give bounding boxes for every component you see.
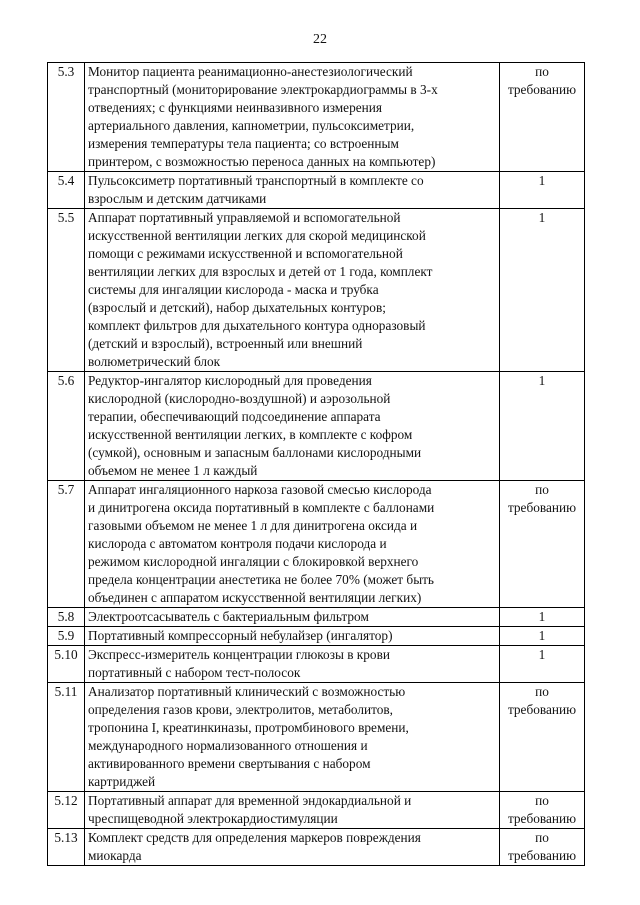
item-number: 5.11: [48, 683, 85, 792]
description-line: картриджей: [88, 774, 156, 789]
description-line: предела концентрации анестетика не более 70% (может быть: [88, 572, 434, 587]
quantity-line: 1: [538, 609, 546, 624]
page-number: 22: [313, 32, 327, 47]
item-quantity: [500, 63, 585, 172]
description-line: кислородной (кислородно-воздушной) и аэрозольной: [88, 391, 391, 406]
equipment-table: [47, 62, 585, 866]
item-quantity: [500, 209, 585, 372]
item-number: 5.3: [48, 63, 85, 172]
description-line: чреспищеводной электрокардиостимуляции: [88, 811, 338, 826]
quantity-line: по: [535, 64, 549, 79]
description-line: определения газов крови, электролитов, метаболитов,: [88, 702, 394, 717]
description-line: и динитрогена оксида портативный в комплекте с баллонами: [88, 500, 435, 515]
description-line: волюметрический блок: [88, 354, 221, 369]
description-line: газовыми объемом не менее 1 л для динитрогена оксида и: [88, 518, 418, 533]
item-description: [85, 481, 500, 608]
table-row: [48, 172, 585, 209]
description-line: отведениях; с функциями неинвазивного измерения: [88, 100, 382, 115]
description-line: объемом не менее 1 л каждый: [88, 463, 258, 478]
description-line: измерения температуры тела пациента; со встроенным: [88, 136, 399, 151]
quantity-line: 1: [538, 647, 546, 662]
table-row: [48, 646, 585, 683]
description-line: Аппарат ингаляционного наркоза газовой смесью кислорода: [88, 482, 432, 497]
description-line: Комплект средств для определения маркеров повреждения: [88, 830, 421, 845]
description-line: активированного времени свертывания с набором: [88, 756, 371, 771]
description-line: терапии, обеспечивающий подсоединение аппарата: [88, 409, 381, 424]
table-row: [48, 683, 585, 792]
description-line: Экспресс-измеритель концентрации глюкозы в крови: [88, 647, 390, 662]
item-quantity: [500, 646, 585, 683]
table-row: [48, 829, 585, 866]
table-row: [48, 608, 585, 627]
item-number: 5.10: [48, 646, 85, 683]
item-number: 5.4: [48, 172, 85, 209]
description-line: (взрослый и детский), набор дыхательных контуров;: [88, 300, 386, 315]
item-number: 5.9: [48, 627, 85, 646]
item-description: [85, 372, 500, 481]
description-line: режимом кислородной ингаляции с блокировкой верхнего: [88, 554, 419, 569]
description-line: портативный с набором тест-полосок: [88, 665, 301, 680]
item-quantity: [500, 683, 585, 792]
description-line: искусственной вентиляции легких, в комплекте с кофром: [88, 427, 413, 442]
item-quantity: [500, 627, 585, 646]
quantity-line: 1: [538, 628, 546, 643]
item-description: [85, 829, 500, 866]
description-line: Пульсоксиметр портативный транспортный в комплекте со: [88, 173, 424, 188]
item-quantity: [500, 372, 585, 481]
description-line: (сумкой), основным и запасным баллонами кислородными: [88, 445, 422, 460]
description-line: взрослым и детским датчиками: [88, 191, 267, 206]
description-line: международного нормализованного отношения и: [88, 738, 368, 753]
item-quantity: [500, 792, 585, 829]
description-line: искусственной вентиляции легких для скорой медицинской: [88, 228, 426, 243]
table-row: [48, 209, 585, 372]
equipment-table-body: [48, 63, 585, 866]
description-line: миокарда: [88, 848, 142, 863]
quantity-line: требованию: [507, 702, 577, 717]
table-row: [48, 627, 585, 646]
description-line: кислорода с автоматом контроля подачи кислорода и: [88, 536, 387, 551]
quantity-line: по: [535, 793, 549, 808]
description-line: Портативный аппарат для временной эндокардиальной и: [88, 793, 412, 808]
item-quantity: [500, 172, 585, 209]
description-line: системы для ингаляции кислорода - маска и трубка: [88, 282, 379, 297]
quantity-line: по: [535, 482, 549, 497]
table-row: [48, 372, 585, 481]
quantity-line: требованию: [507, 848, 577, 863]
table-row: [48, 63, 585, 172]
description-line: Электроотсасыватель с бактериальным фильтром: [88, 609, 369, 624]
description-line: тропонина I, креатинкиназы, протромбинового времени,: [88, 720, 409, 735]
description-line: артериального давления, капнометрии, пульсоксиметрии,: [88, 118, 415, 133]
item-description: [85, 627, 500, 646]
description-line: Аппарат портативный управляемой и вспомогательной: [88, 210, 401, 225]
description-line: Редуктор-ингалятор кислородный для проведения: [88, 373, 372, 388]
description-line: Анализатор портативный клинический с возможностью: [88, 684, 406, 699]
item-description: [85, 792, 500, 829]
item-number: 5.12: [48, 792, 85, 829]
item-description: [85, 172, 500, 209]
item-number: 5.5: [48, 209, 85, 372]
item-quantity: [500, 608, 585, 627]
quantity-line: по: [535, 684, 549, 699]
description-line: принтером, с возможностью переноса данных на компьютер): [88, 154, 436, 169]
item-description: [85, 63, 500, 172]
item-description: [85, 209, 500, 372]
table-row: [48, 481, 585, 608]
description-line: (детский и взрослый), встроенный или внешний: [88, 336, 363, 351]
description-line: помощи с режимами искусственной и вспомогательной: [88, 246, 403, 261]
description-line: Монитор пациента реанимационно-анестезиологический: [88, 64, 413, 79]
item-description: [85, 646, 500, 683]
item-description: [85, 683, 500, 792]
description-line: вентиляции легких для взрослых и детей от 1 года, комплект: [88, 264, 433, 279]
quantity-line: требованию: [507, 82, 577, 97]
item-quantity: [500, 481, 585, 608]
quantity-line: требованию: [507, 811, 577, 826]
quantity-line: 1: [538, 210, 546, 225]
table-row: [48, 792, 585, 829]
item-number: 5.7: [48, 481, 85, 608]
quantity-line: 1: [538, 173, 546, 188]
item-number: 5.6: [48, 372, 85, 481]
description-line: комплект фильтров для дыхательного контура одноразовый: [88, 318, 426, 333]
description-line: объединен с аппаратом искусственной вентиляции легких): [88, 590, 422, 605]
item-number: 5.8: [48, 608, 85, 627]
item-description: [85, 608, 500, 627]
description-line: транспортный (мониторирование электрокардиограммы в 3-х: [88, 82, 438, 97]
quantity-line: по: [535, 830, 549, 845]
quantity-line: 1: [538, 373, 546, 388]
quantity-line: требованию: [507, 500, 577, 515]
item-quantity: [500, 829, 585, 866]
item-number: 5.13: [48, 829, 85, 866]
description-line: Портативный компрессорный небулайзер (ингалятор): [88, 628, 393, 643]
